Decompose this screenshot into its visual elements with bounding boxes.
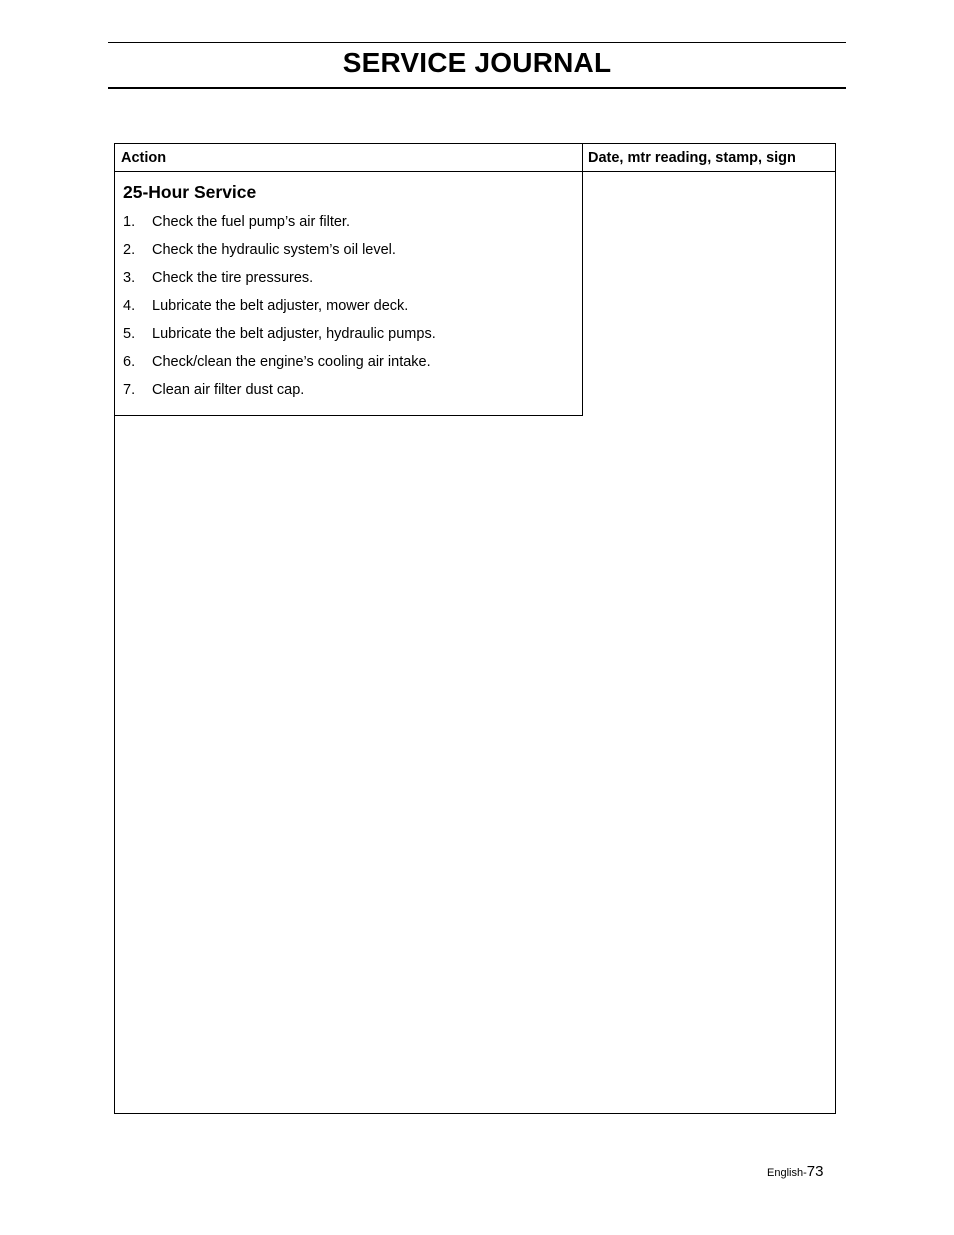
table-header-row bbox=[115, 144, 835, 172]
action-cell-bottom-border bbox=[115, 415, 583, 416]
step-text: Check the hydraulic system’s oil level. bbox=[152, 242, 396, 258]
footer-language: English- bbox=[767, 1167, 807, 1179]
title-rule-bottom bbox=[108, 87, 846, 89]
title-rule-top bbox=[108, 42, 846, 43]
step-number: 4. bbox=[123, 298, 136, 314]
service-journal-table bbox=[114, 143, 836, 1114]
step-text: Check/clean the engine’s cooling air intake. bbox=[152, 354, 431, 370]
step-number: 5. bbox=[123, 326, 136, 342]
page-title: SERVICE JOURNAL bbox=[342, 47, 612, 78]
step-number: 3. bbox=[123, 270, 136, 286]
footer-page-number: 73 bbox=[806, 1163, 824, 1180]
step-text: Clean air filter dust cap. bbox=[152, 382, 305, 398]
step-number: 1. bbox=[123, 214, 136, 230]
column-divider bbox=[582, 144, 583, 416]
step-number: 2. bbox=[123, 242, 136, 258]
step-text: Lubricate the belt adjuster, hydraulic pumps. bbox=[152, 326, 436, 342]
section-heading-25-hour-service: 25-Hour Service bbox=[123, 182, 257, 202]
step-number: 6. bbox=[123, 354, 136, 370]
page-footer bbox=[767, 1163, 823, 1181]
header-date-reading-stamp-sign: Date, mtr reading, stamp, sign bbox=[588, 150, 796, 166]
step-text: Check the fuel pump’s air filter. bbox=[152, 214, 350, 230]
step-text: Check the tire pressures. bbox=[152, 270, 314, 286]
header-action: Action bbox=[121, 150, 167, 166]
step-number: 7. bbox=[123, 382, 136, 398]
step-text: Lubricate the belt adjuster, mower deck. bbox=[152, 298, 409, 314]
